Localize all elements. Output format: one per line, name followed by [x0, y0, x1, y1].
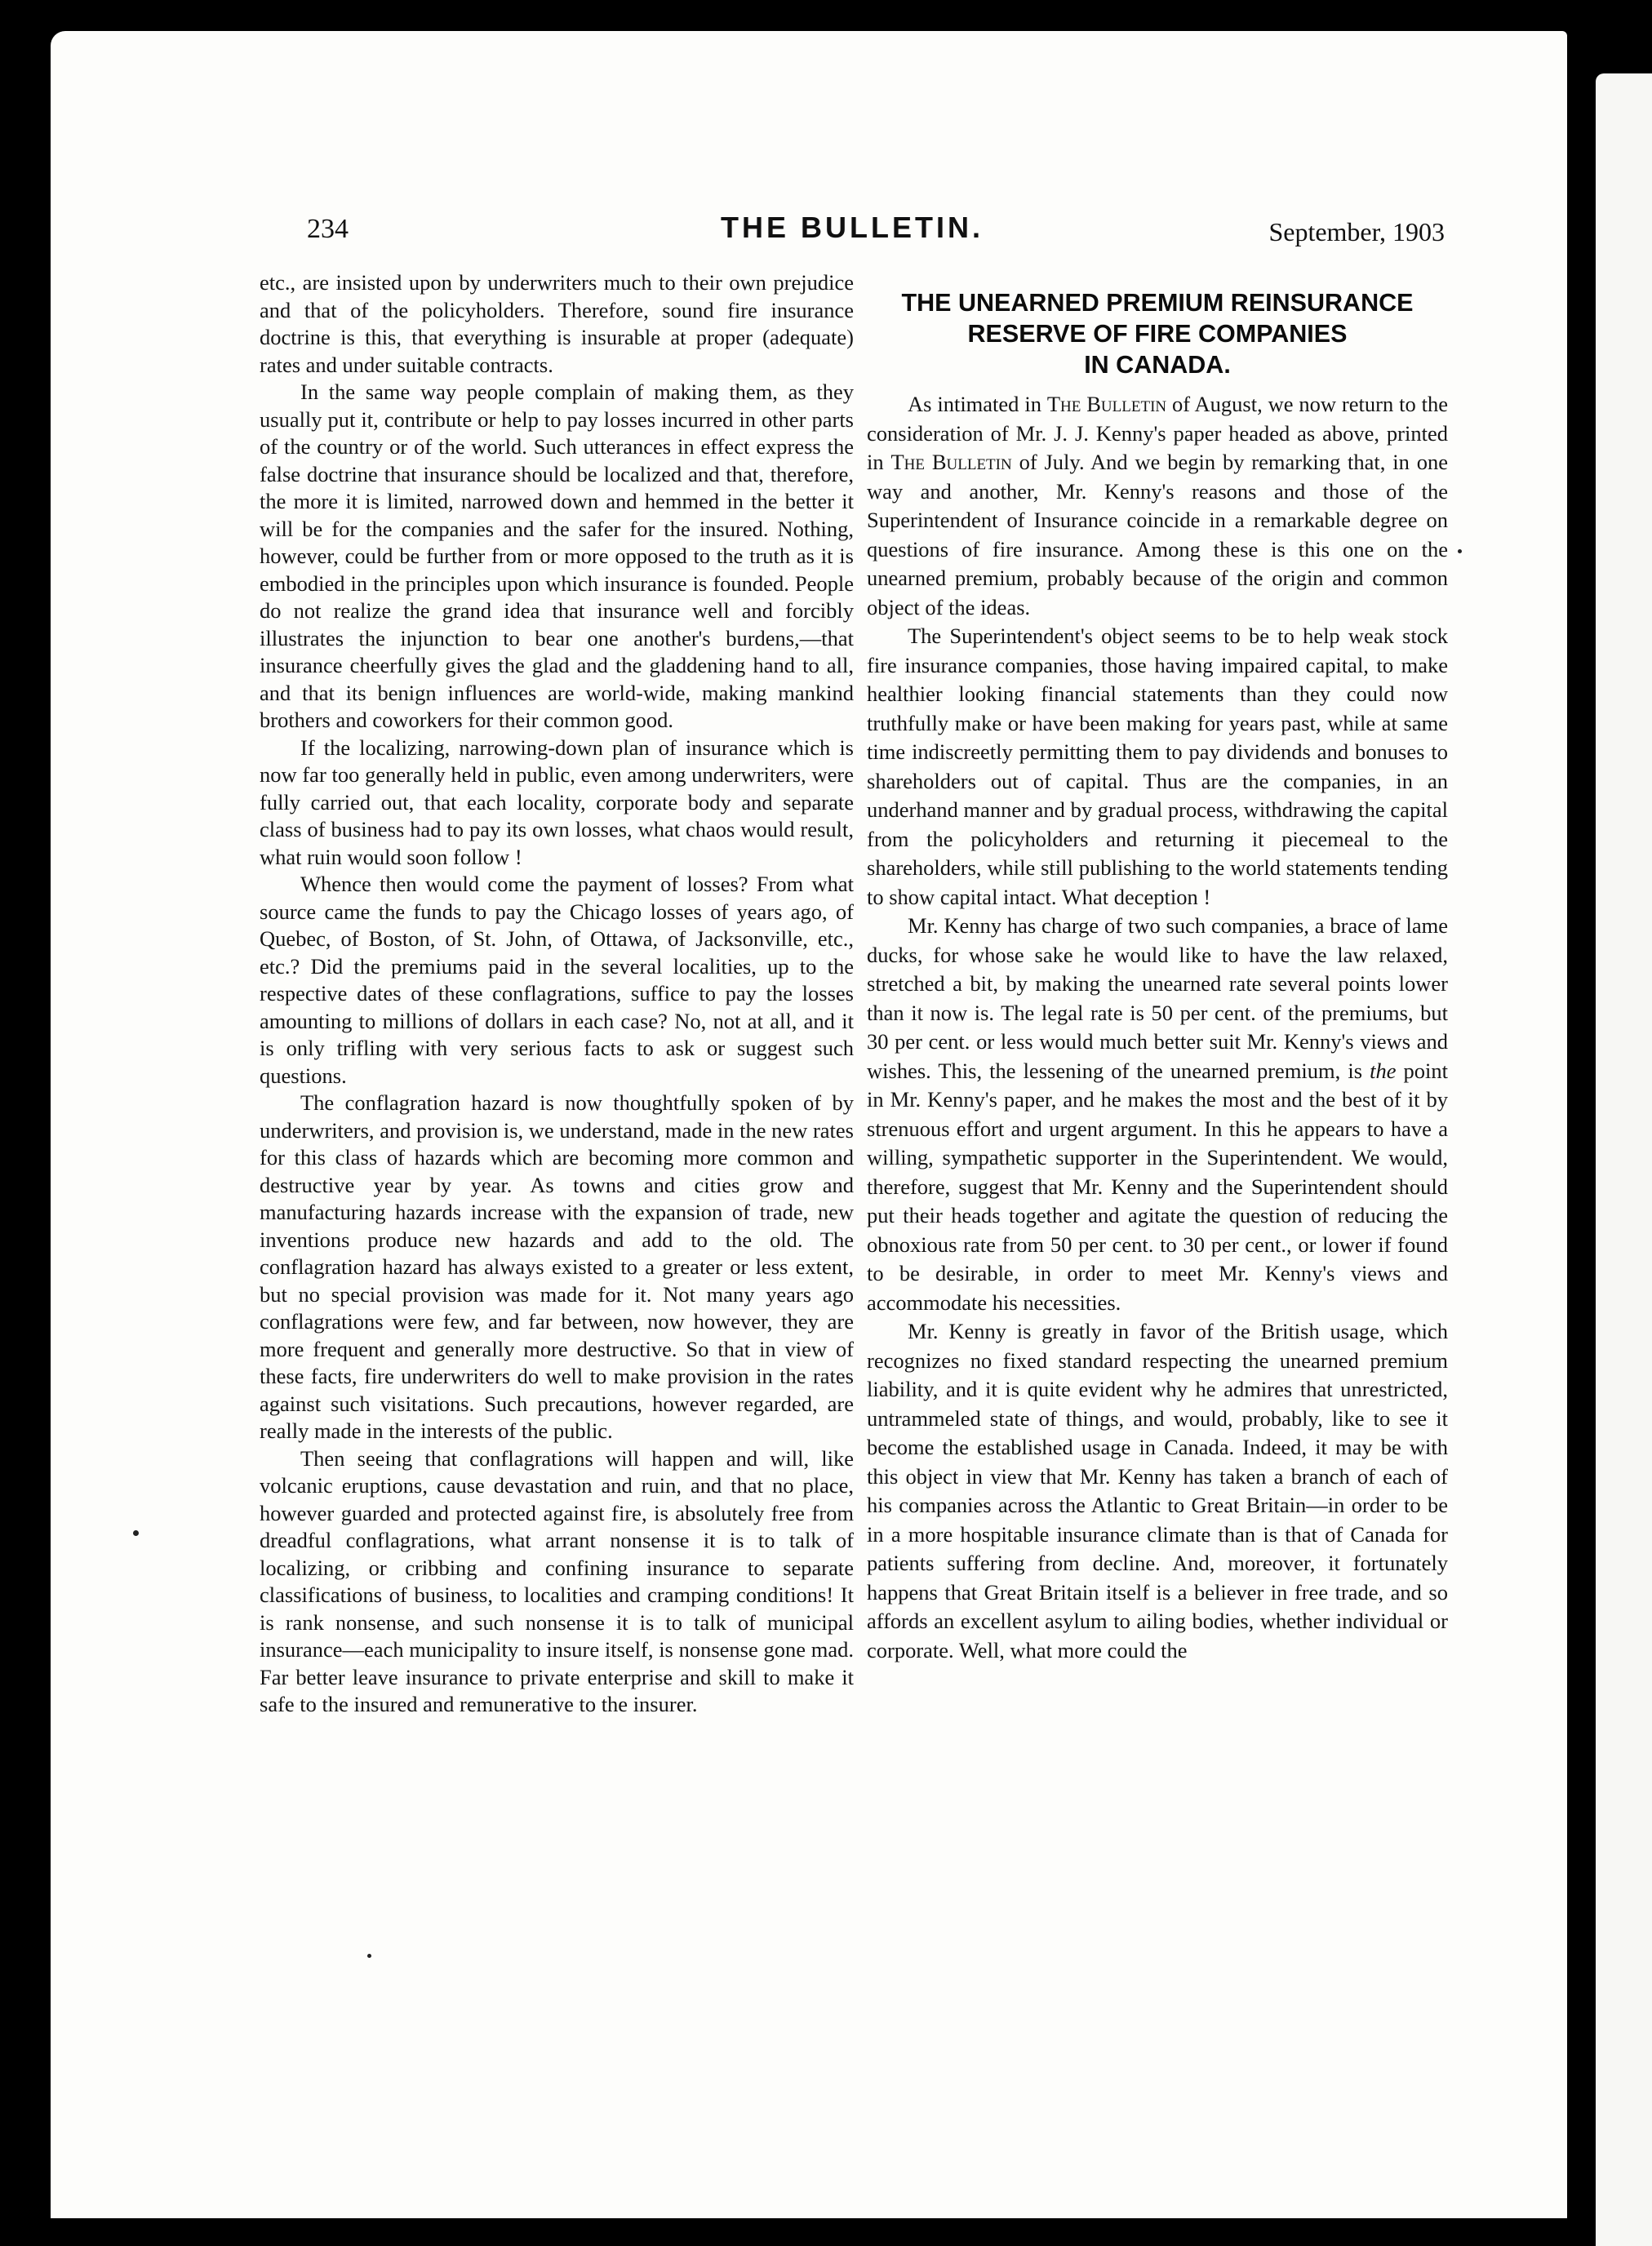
- left-paragraph: Then seeing that conflagrations will happen and will, like volcanic eruptions, cause devastation and ruin, and that no place, however guarded and protected against fire, is absolutely free from dreadful conflagrations, what arrant nonsense it is to talk of localizing, or cribbing and confining insurance to separate classifications of business, to localities and cramping conditions! It is rank nonsense, and such nonsense it is to talk of municipal insurance—each municipality to insure itself, is nonsense gone mad. Far better leave insurance to private enterprise and skill to make it safe to the insured and remunerative to the insurer.: [260, 1445, 854, 1716]
- text-run: point in Mr. Kenny's paper, and he makes the most and the best of it by strenuous effort and urgent argument. In this he appears to have a willing, sympathetic supporter in the Superintendent. We would, therefore, suggest that Mr. Kenny and the Superintendent should put their heads together and agitate the question of reducing the obnoxious rate from 50 per cent. to 30 per cent., or lower if found to be desirable, in order to meet Mr. Kenny's views and accommodate his necessities.: [867, 1058, 1448, 1315]
- right-column: [867, 287, 1448, 1665]
- print-speck: [1458, 549, 1462, 553]
- running-head: [260, 206, 1445, 255]
- article-paragraph: The Superintendent's object seems to be to help weak stock fire insurance companies, those having impaired capital, to make healthier looking financial statements than they could now truthfully make or have been making for years past, while at same time indiscreetly permitting them to pay dividends and bonuses to shareholders out of capital. Thus are the companies, in an underhand manner and by gradual process, withdrawing the capital from the policyholders and returning it piecemeal to the shareholders, while still publishing to the world statements tending to show capital intact. What deception !: [867, 624, 1448, 909]
- emphasis: the: [1370, 1058, 1397, 1083]
- heading-line: THE UNEARNED PREMIUM REINSURANCE: [901, 289, 1414, 317]
- publication-name: The Bulletin: [1046, 392, 1167, 416]
- text-run: Mr. Kenny has charge of two such companies, a brace of lame ducks, for whose sake he would like to have the law relaxed, stretched a bit, by making the unearned rate several points lower than it now is. The legal rate is 50 per cent. of the premiums, but 30 per cent. or less would much better suit Mr. Kenny's views and wishes. This, the lessening of the unearned premium, is: [867, 913, 1448, 1083]
- article-paragraph: Mr. Kenny is greatly in favor of the British usage, which recognizes no fixed standard respecting the unearned premium liability, and it is quite evident why he admires that unrestricted, untrammeled state of things, and would, probably, like to see it become the established usage in Canada. Indeed, it may be with this object in view that Mr. Kenny has taken a branch of each of his companies across the Atlantic to Great Britain—in order to be in a more hospitable insurance climate than is that of Canada for patients suffering from decline. And, moreover, it fortunately happens that Great Britain itself is a believer in free trade, and so affords an excellent asylum to ailing bodies, whether individual or corporate. Well, what more could the: [867, 1319, 1448, 1662]
- article-paragraph: [867, 912, 1448, 1317]
- journal-title: THE BULLETIN.: [721, 211, 984, 244]
- text-run: of August, we now return to the consideration of Mr. J. J. Kenny's paper headed as above, printed in: [867, 392, 1448, 474]
- page-number: 234: [307, 214, 349, 244]
- heading-line: IN CANADA.: [1084, 351, 1231, 379]
- article-paragraph: [867, 390, 1448, 622]
- facing-page-edge: [1596, 73, 1652, 2246]
- article-heading: [867, 287, 1448, 380]
- left-column: [260, 269, 854, 1719]
- text-run: of July. And we begin by remarking that, in one way and another, Mr. Kenny's reasons and those of the Superintendent of Insurance coincide in a remarkable degree on questions of fire insurance. Among these is this one on the unearned premium, probably because of the origin and common object of the ideas.: [867, 450, 1448, 619]
- left-paragraph: Whence then would come the payment of losses? From what source came the funds to pay the Chicago losses of years ago, of Quebec, of Boston, of St. John, of Ottawa, of Jacksonville, etc., etc.? Did the premiums paid in the several localities, up to the respective dates of these conflagrations, suffice to pay the losses amounting to millions of dollars in each case? No, not at all, and it is only trifling with very serious facts to ask or suggest such questions.: [260, 872, 854, 1088]
- issue-date: September, 1903: [1268, 217, 1445, 246]
- heading-line: RESERVE OF FIRE COMPANIES: [967, 320, 1348, 348]
- left-paragraph: etc., are insisted upon by underwriters much to their own prejudice and that of the policyholders. Therefore, sound fire insurance doctrine is this, that everything is insurable at proper (adequate) rates and under suitable contracts.: [260, 270, 854, 377]
- left-paragraph: The conflagration hazard is now thoughtfully spoken of by underwriters, and provision is, we understand, made in the new rates for this class of hazards which are becoming more common and destructive year by year. As towns and cities grow and manufacturing hazards increase with the expansion of trade, new inventions produce new hazards and add to the old. The conflagration hazard has always existed to a greater or less extent, but no special provision was made for it. Not many years ago conflagrations were few, and far between, now however, they are more frequent and generally more destructive. So that in view of these facts, fire underwriters do well to make provision in the rates against such visitations. Such precautions, however regarded, are really made in the interests of the public.: [260, 1090, 854, 1443]
- text-run: As intimated in: [908, 392, 1047, 416]
- left-paragraph: In the same way people complain of making them, as they usually put it, contribute or help to pay losses incurred in other parts of the country or of the world. Such utterances in effect express the false doctrine that insurance should be localized and that, therefore, the more it is limited, narrowed down and hemmed in the better it will be for the companies and the safer for the insured. Nothing, however, could be further from or more opposed to the truth as it is embodied in the principles upon which insurance is founded. People do not realize the grand idea that insurance well and forcibly illustrates the injunction to bear one another's burdens,—that insurance cheerfully gives the glad and the gladdening hand to all, and that its benign influences are world-wide, making mankind brothers and coworkers for their common good.: [260, 380, 854, 732]
- print-speck: [367, 1954, 371, 1958]
- left-paragraph: If the localizing, narrowing-down plan of insurance which is now far too generally held in public, even among underwriters, were fully carried out, that each locality, corporate body and separate class of business had to pay its own losses, what chaos would result, what ruin would soon follow !: [260, 735, 854, 869]
- publication-name: The Bulletin: [890, 450, 1012, 474]
- print-speck: [133, 1530, 139, 1536]
